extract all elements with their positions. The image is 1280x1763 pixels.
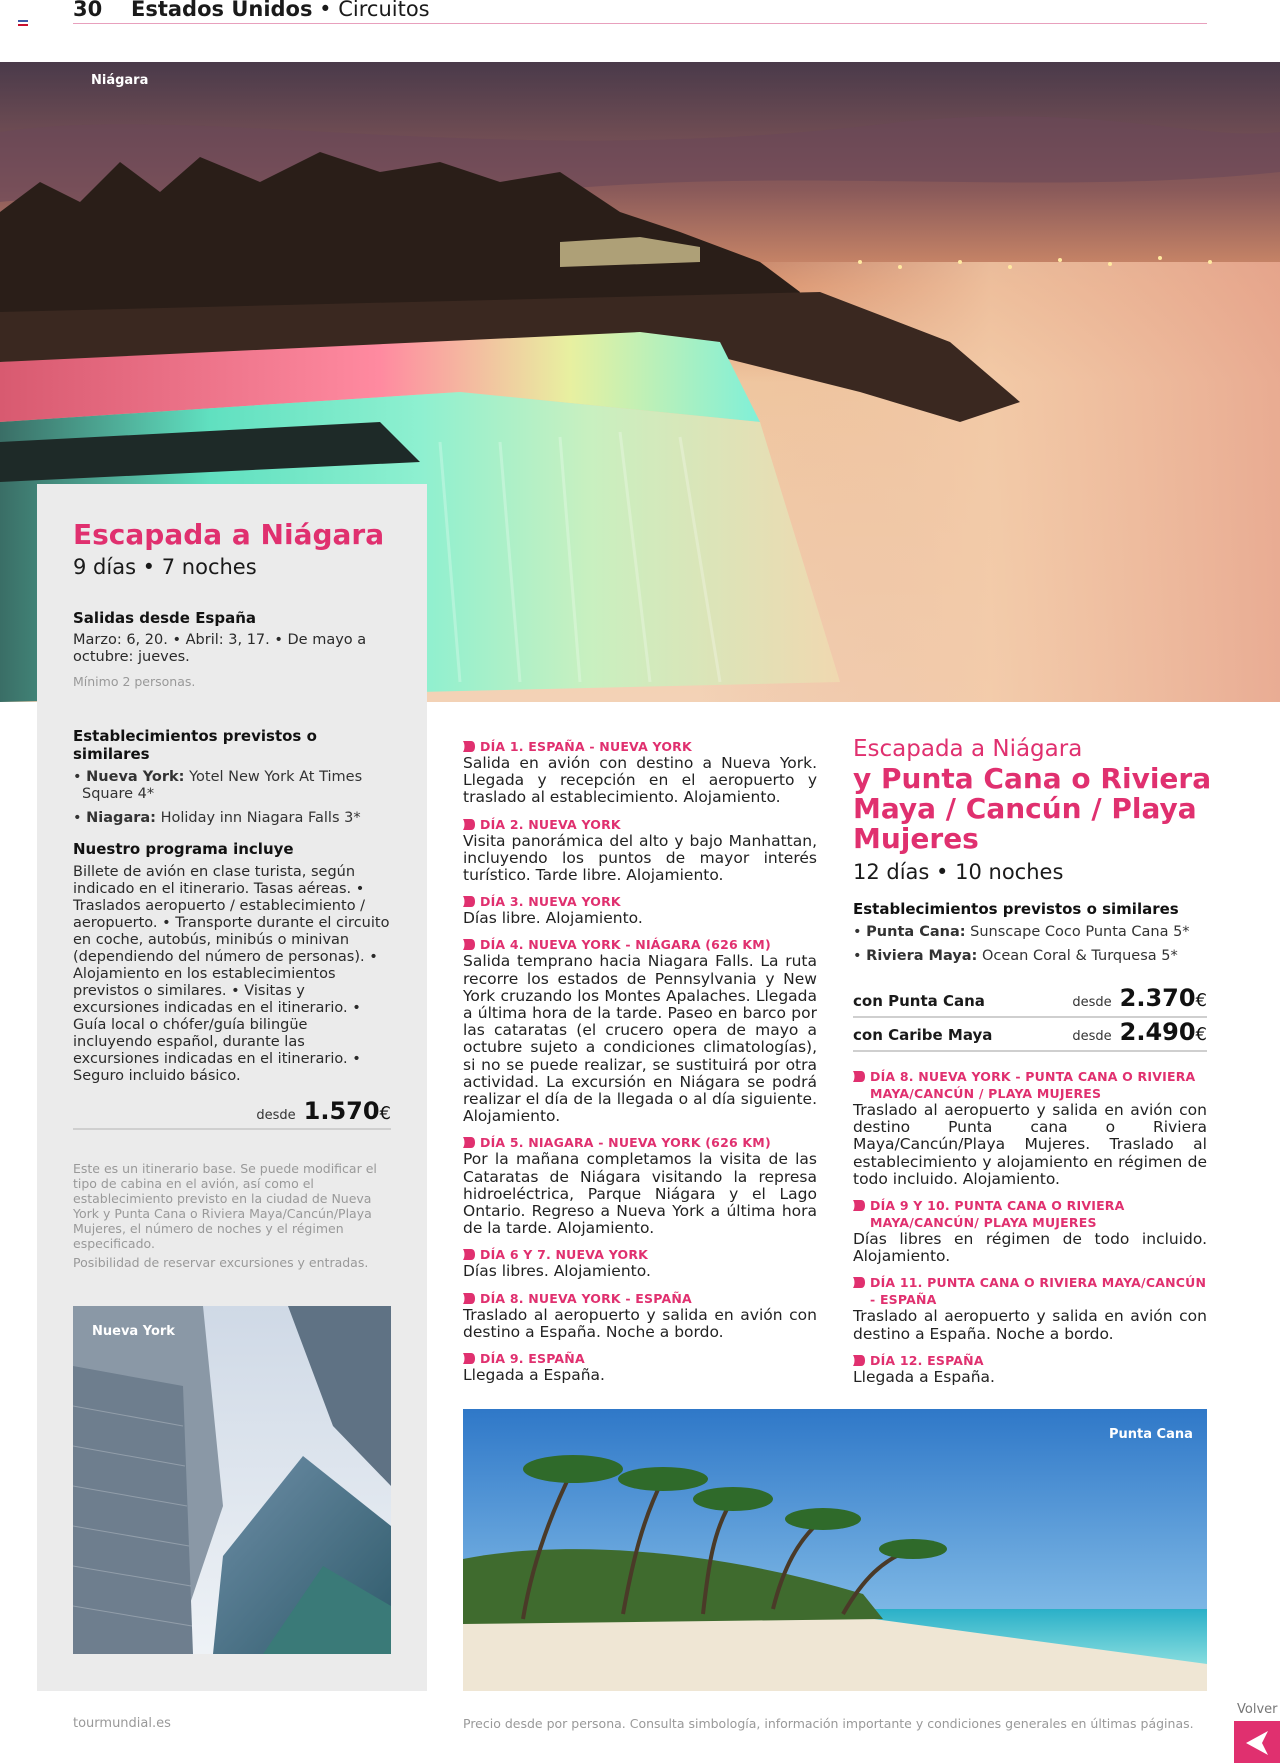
day-heading: DÍA 5. NIAGARA - NUEVA YORK (626 KM) — [463, 1134, 817, 1151]
day-marker-icon — [853, 1200, 865, 1211]
subsection-title: Circuitos — [338, 0, 430, 21]
includes-block — [73, 840, 391, 1085]
hotels-block — [73, 727, 391, 827]
website-link[interactable]: tourmundial.es — [73, 1716, 171, 1731]
price-option-label: con Caribe Maya — [853, 1026, 993, 1044]
day-description: Días libres en régimen de todo incluido. Alojamiento. — [853, 1230, 1207, 1266]
day-marker-icon — [463, 1249, 475, 1260]
day-heading: DÍA 4. NUEVA YORK - NIÁGARA (626 KM) — [463, 936, 817, 953]
page-header-title: Estados Unidos • Circuitos — [131, 0, 430, 21]
day-heading: DÍA 11. PUNTA CANA O RIVIERA MAYA/CANCÚN - ESPAÑA — [853, 1274, 1207, 1308]
itinerary-tour1 — [463, 738, 817, 1393]
section-title: Estados Unidos — [131, 0, 313, 21]
includes-heading: Nuestro programa incluye — [73, 840, 294, 858]
price-prefix: desde — [256, 1108, 296, 1123]
day-marker-icon — [853, 1071, 865, 1082]
tour2-prices — [853, 984, 1207, 1052]
flag-icon — [18, 20, 28, 26]
punta-cana-image — [463, 1409, 1207, 1691]
day-marker-icon — [463, 819, 475, 830]
price-amount: 1.570 — [303, 1097, 380, 1125]
day-marker-icon — [853, 1355, 865, 1366]
punta-cana-caption: Punta Cana — [1109, 1427, 1193, 1442]
hotel-item: • Riviera Maya: Ocean Coral & Turquesa 5* — [853, 948, 1178, 964]
price-divider — [73, 1128, 391, 1130]
hero-caption: Niágara — [91, 73, 149, 88]
day-heading: DÍA 8. NUEVA YORK - ESPAÑA — [463, 1290, 817, 1307]
day-heading: DÍA 1. ESPAÑA - NUEVA YORK — [463, 738, 817, 755]
itinerary-note-text: Este es un itinerario base. Se puede modificar el tipo de cabina en el avión, así como el establecimiento previsto en la ciudad de Nueva York y Punta Cana o Riviera Maya/Cancún/Playa Mujeres, el número de noches y el régimen especificado. — [73, 1161, 377, 1251]
new-york-caption: Nueva York — [92, 1324, 175, 1339]
day-marker-icon — [463, 1293, 475, 1304]
day-description: Días libre. Alojamiento. — [463, 909, 643, 928]
tour1-price — [73, 1097, 391, 1125]
tour2-hotels-heading: Establecimientos previstos o similares — [853, 900, 1179, 918]
tour2-title-big: y Punta Cana o Riviera Maya / Cancún / Playa Mujeres — [853, 762, 1212, 855]
day-heading: DÍA 3. NUEVA YORK — [463, 893, 817, 910]
day-heading: DÍA 12. ESPAÑA — [853, 1352, 1207, 1369]
day-marker-icon — [853, 1277, 865, 1288]
back-label: Volver — [1237, 1702, 1278, 1717]
departures-block — [73, 609, 391, 689]
day-description: Salida temprano hacia Niagara Falls. La ruta recorre los estados de Pennsylvania y New York cruzando los Montes Apalaches. Llegada a última hora de la tarde. Paseo en barco por las cataratas (el crucero opera de mayo a octubre sujeto a condiciones climatologías), si no se puede realizar, se sustituirá por otra actividad. La excursión en Niágara se podrá realizar el día de la llegada o al día siguiente. Alojamiento. — [463, 952, 817, 1126]
footer-disclaimer: Precio desde por persona. Consulta simbología, información importante y condiciones generales en últimas páginas. — [463, 1716, 1194, 1731]
day-marker-icon — [463, 1353, 475, 1364]
price-option: con Punta Cana desde 2.370 € — [853, 984, 1207, 1012]
departures-heading: Salidas desde España — [73, 609, 257, 627]
price-currency: € — [379, 1103, 391, 1124]
price-option-label: con Punta Cana — [853, 992, 985, 1010]
price-option: con Caribe Maya desde 2.490 € — [853, 1018, 1207, 1046]
day-description: Traslado al aeropuerto y salida en avión con destino a España. Noche a bordo. — [463, 1305, 817, 1341]
departures-text: Marzo: 6, 20. • Abril: 3, 17. • De mayo a octubre: jueves. — [73, 632, 367, 665]
tour2-duration: 12 días • 10 noches — [853, 860, 1064, 884]
day-heading: DÍA 6 Y 7. NUEVA YORK — [463, 1246, 817, 1263]
hotel-item: • Niagara: Holiday inn Niagara Falls 3* — [73, 810, 361, 826]
day-description: Traslado al aeropuerto y salida en avión con destino a España. Noche a bordo. — [853, 1307, 1207, 1343]
day-description: Días libres. Alojamiento. — [463, 1262, 651, 1281]
day-description: Llegada a España. — [463, 1366, 605, 1385]
day-marker-icon — [463, 1137, 475, 1148]
price-divider — [853, 1050, 1207, 1052]
day-heading: DÍA 9 Y 10. PUNTA CANA O RIVIERA MAYA/CANCÚN/ PLAYA MUJERES — [853, 1197, 1207, 1231]
price-amount: 2.490 — [1119, 1018, 1196, 1046]
day-description: Salida en avión con destino a Nueva York. Llegada y recepción en el aeropuerto y traslado al establecimiento. Alojamiento. — [463, 754, 817, 807]
day-marker-icon — [463, 741, 475, 752]
back-arrow-icon — [1234, 1721, 1280, 1763]
tour-duration: 9 días • 7 noches — [73, 555, 257, 579]
back-button[interactable] — [1234, 1721, 1280, 1763]
hotel-item: • Punta Cana: Sunscape Coco Punta Cana 5* — [853, 924, 1190, 940]
hotels-heading: Establecimientos previstos o similares — [73, 727, 317, 763]
day-description: Traslado al aeropuerto y salida en avión con destino Punta cana o Riviera Maya/Cancún/Playa Mujeres. Traslado al establecimiento y alojamiento en régimen de todo incluido. Alojamiento. — [853, 1101, 1207, 1188]
hotel-item: • Nueva York: Yotel New York At Times Square 4* — [73, 769, 363, 802]
excursions-note: Posibilidad de reservar excursiones y entradas. — [73, 1255, 369, 1270]
day-description: Llegada a España. — [853, 1367, 995, 1386]
tour-title: Escapada a Niágara — [73, 518, 385, 551]
minimum-persons: Mínimo 2 personas. — [73, 674, 196, 689]
page-number: 30 — [73, 0, 103, 21]
itinerary-note — [73, 1161, 391, 1270]
new-york-image — [73, 1306, 391, 1654]
day-marker-icon — [463, 896, 475, 907]
day-description: Visita panorámica del alto y bajo Manhattan, incluyendo los puntos de mayor interés turístico. Tarde libre. Alojamiento. — [463, 831, 817, 885]
day-marker-icon — [463, 939, 475, 950]
includes-text: Billete de avión en clase turista, según indicado en el itinerario. Tasas aéreas. • Traslados aeropuerto / establecimiento / aeropuerto. • Transporte durante el circuito en coche, autobús, minibús o minivan (dependiendo del número de personas). • Alojamiento en los establecimientos previstos o similares. • Visitas y excursiones indicadas en el itinerario. • Guía local o chófer/guía bilingüe incluyendo español, durante las excursiones indicadas en el itinerario. • Seguro incluido básico. — [73, 864, 390, 1084]
price-amount: 2.370 — [1119, 984, 1196, 1012]
day-heading: DÍA 2. NUEVA YORK — [463, 816, 817, 833]
day-heading: DÍA 8. NUEVA YORK - PUNTA CANA O RIVIERA MAYA/CANCÚN / PLAYA MUJERES — [853, 1068, 1207, 1102]
header-divider — [73, 23, 1207, 24]
tour2-hotels-block — [853, 900, 1207, 965]
day-description: Por la mañana completamos la visita de las Cataratas de Niágara visitando la represa hidroeléctrica, Parque Niágara y el Lago Ontario. Regreso a Nueva York a última hora de la tarde. Alojamiento. — [463, 1150, 817, 1238]
day-heading: DÍA 9. ESPAÑA — [463, 1350, 817, 1367]
itinerary-tour2 — [853, 1068, 1207, 1395]
tour2-title-small: Escapada a Niágara — [853, 736, 1083, 762]
